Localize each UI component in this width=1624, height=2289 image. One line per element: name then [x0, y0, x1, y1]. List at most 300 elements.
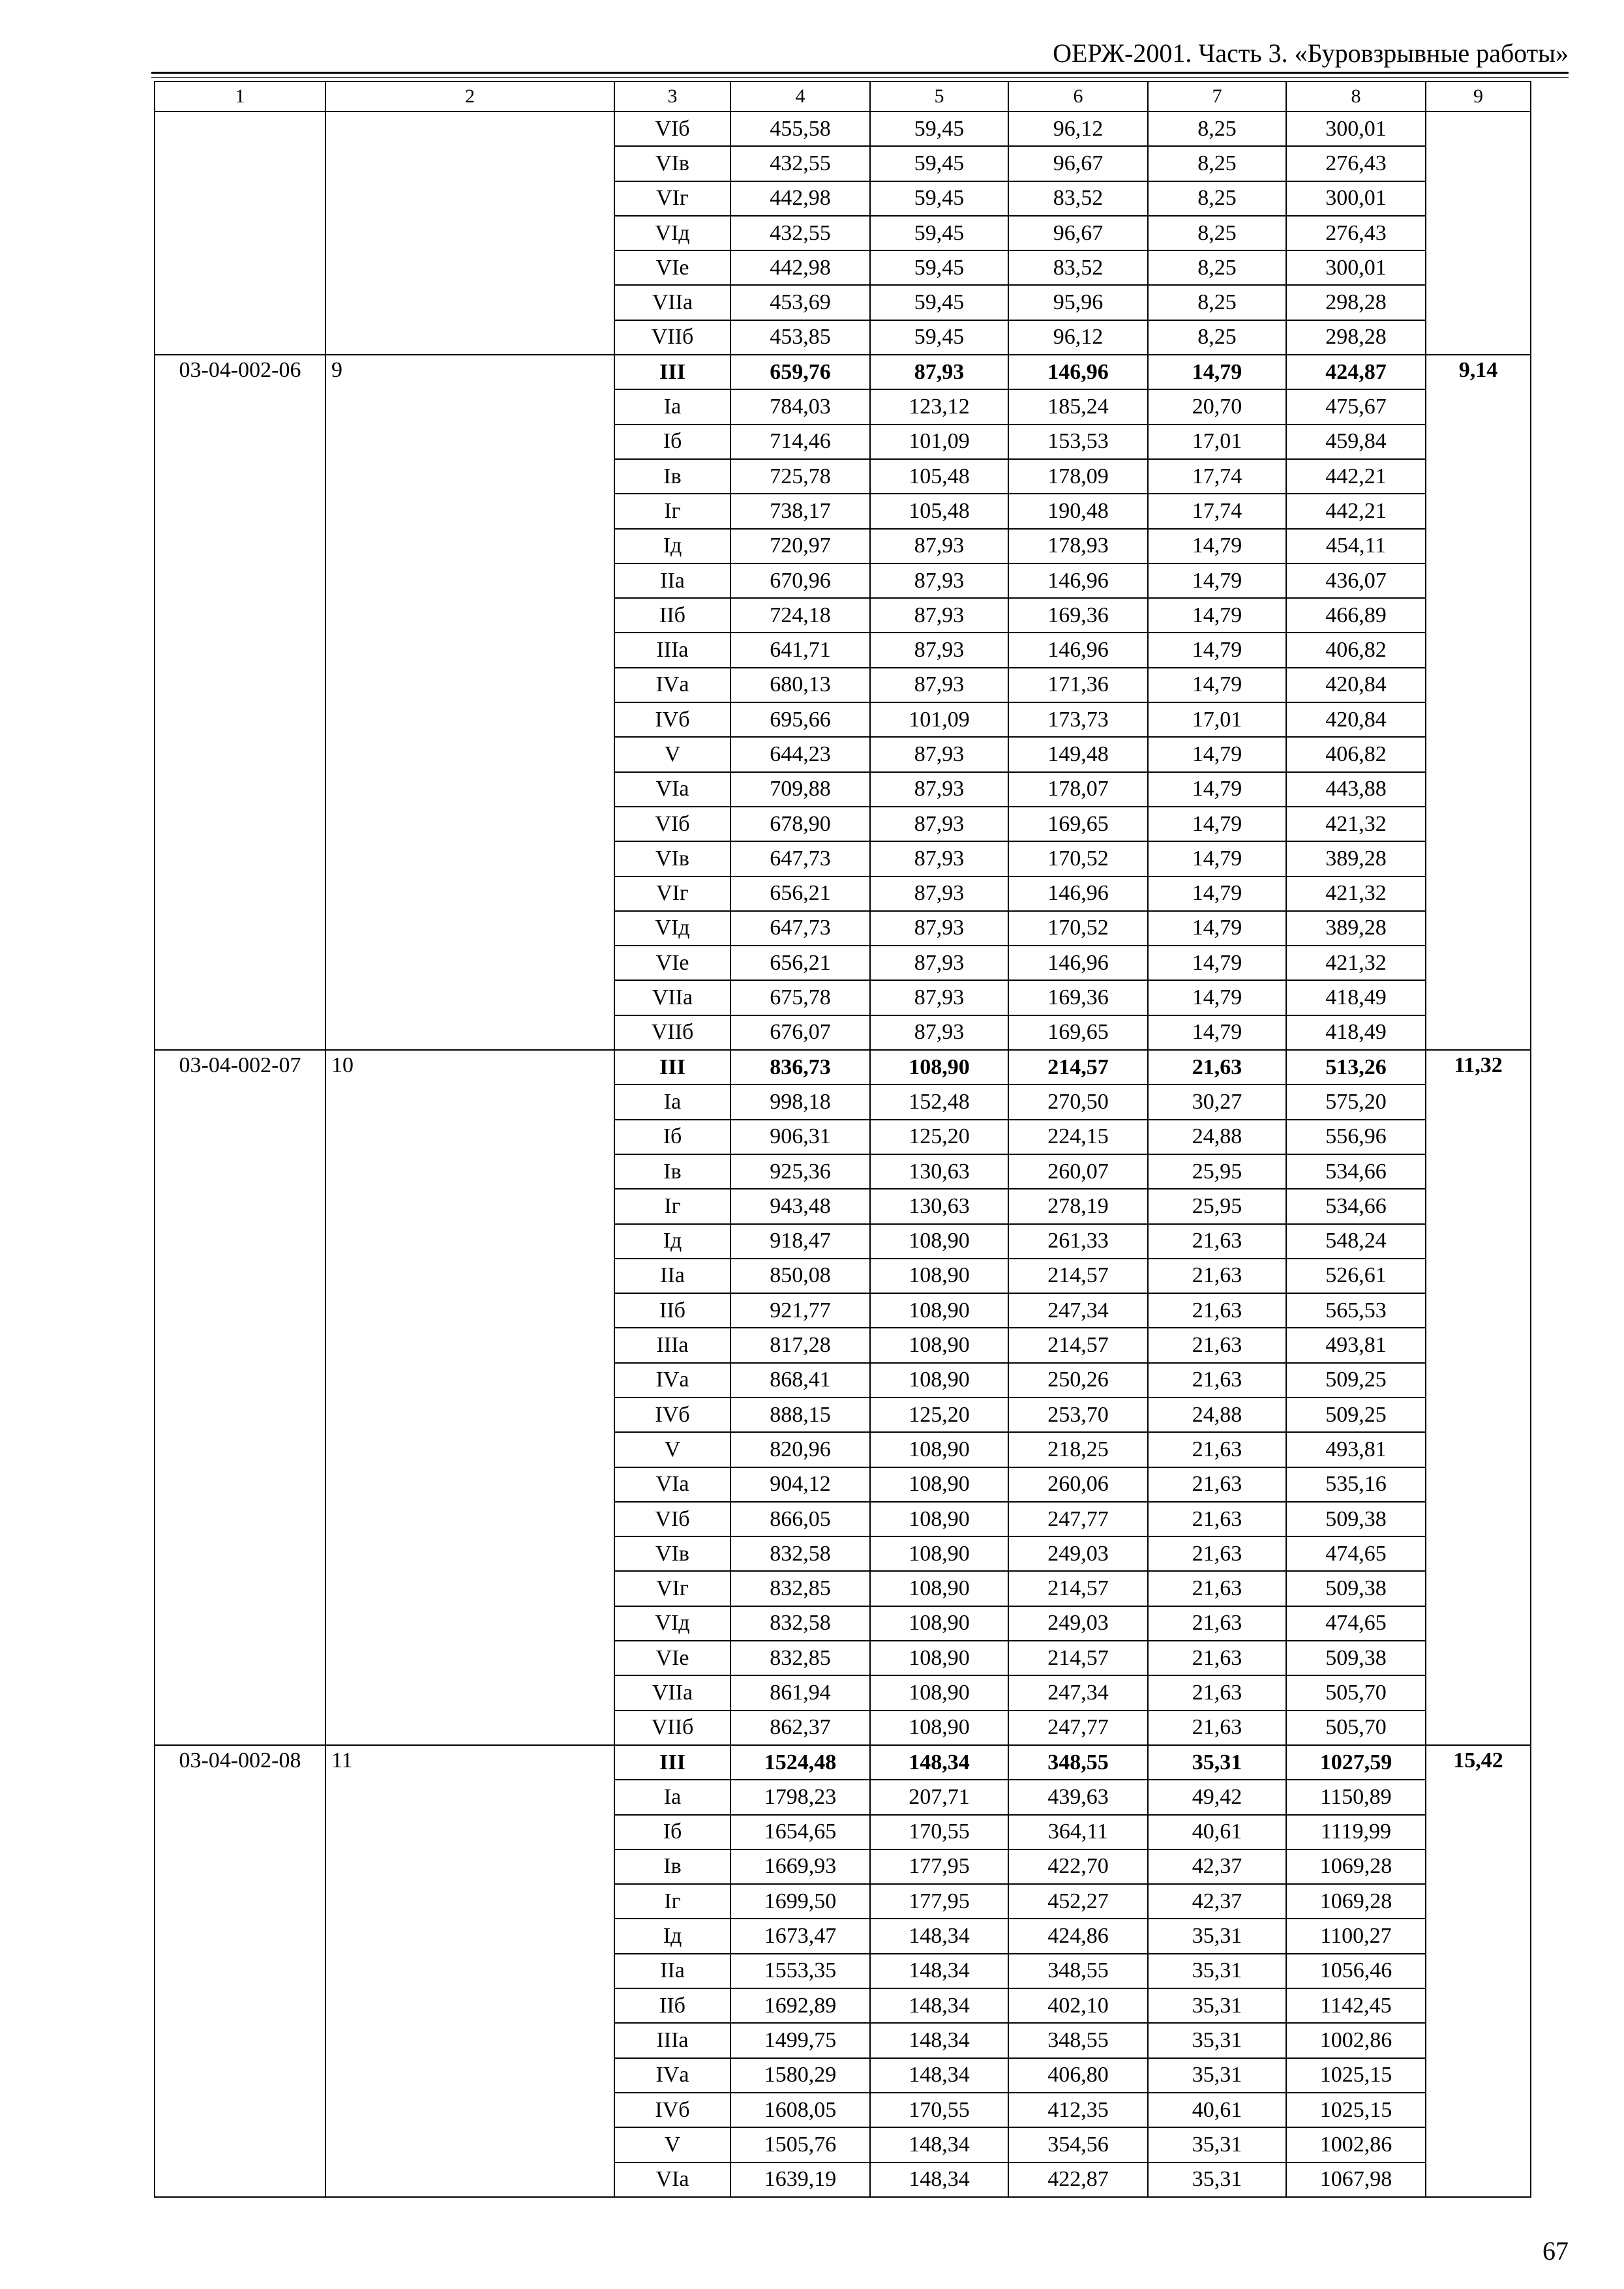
- rock-category-cell: Iб: [614, 425, 730, 459]
- value-cell-col5: 87,93: [870, 911, 1008, 946]
- value-cell-col4: 453,69: [730, 285, 870, 320]
- value-cell-col6: 261,33: [1008, 1224, 1148, 1259]
- value-cell-col7: 21,63: [1148, 1224, 1286, 1259]
- table-row: [155, 112, 1531, 146]
- value-cell-col8: 389,28: [1286, 911, 1426, 946]
- rock-category-cell: V: [614, 2127, 730, 2162]
- value-cell-col6: 247,34: [1008, 1293, 1148, 1328]
- rock-category-cell: VIб: [614, 1502, 730, 1536]
- value-cell-col8: 406,82: [1286, 633, 1426, 667]
- value-cell-col7: 21,63: [1148, 1711, 1286, 1745]
- rock-category-cell: Iв: [614, 1154, 730, 1189]
- value-cell-col4: 644,23: [730, 737, 870, 771]
- value-cell-col6: 250,26: [1008, 1363, 1148, 1398]
- value-cell-col7: 35,31: [1148, 1954, 1286, 1988]
- value-cell-col8: 459,84: [1286, 425, 1426, 459]
- value-cell-col7: 14,79: [1148, 1015, 1286, 1050]
- value-cell-col7: 8,25: [1148, 181, 1286, 216]
- value-cell-col8: 406,82: [1286, 737, 1426, 771]
- value-cell-col4: 820,96: [730, 1432, 870, 1467]
- value-cell-col5: 108,90: [870, 1293, 1008, 1328]
- rock-category-cell: V: [614, 1432, 730, 1467]
- value-cell-col8: 505,70: [1286, 1675, 1426, 1710]
- value-cell-col5: 59,45: [870, 285, 1008, 320]
- value-cell-col5: 177,95: [870, 1849, 1008, 1884]
- column-number: 2: [325, 82, 614, 112]
- column-number: 4: [730, 82, 870, 112]
- rock-category-cell: Iд: [614, 1919, 730, 1953]
- value-cell-col8: 565,53: [1286, 1293, 1426, 1328]
- rock-category-cell: Iг: [614, 1189, 730, 1223]
- value-cell-col6: 146,96: [1008, 876, 1148, 911]
- value-cell-col8: 420,84: [1286, 668, 1426, 702]
- value-cell-col5: 59,45: [870, 112, 1008, 146]
- value-cell-col6: 354,56: [1008, 2127, 1148, 2162]
- value-cell-col5: 87,93: [870, 980, 1008, 1015]
- value-cell-col8: 474,65: [1286, 1606, 1426, 1641]
- value-cell-col7: 35,31: [1148, 2127, 1286, 2162]
- value-cell-col4: 695,66: [730, 702, 870, 737]
- value-cell-col4: 1499,75: [730, 2023, 870, 2057]
- value-cell-col5: 148,34: [870, 1745, 1008, 1780]
- value-cell-col7: 17,74: [1148, 494, 1286, 528]
- rate-code-cell: [155, 112, 325, 355]
- value-cell-col5: 148,34: [870, 2058, 1008, 2093]
- value-cell-col5: 130,63: [870, 1154, 1008, 1189]
- value-cell-col6: 153,53: [1008, 425, 1148, 459]
- value-cell-col6: 422,70: [1008, 1849, 1148, 1884]
- value-cell-col7: 40,61: [1148, 2093, 1286, 2127]
- value-cell-col8: 534,66: [1286, 1154, 1426, 1189]
- value-cell-col7: 14,79: [1148, 355, 1286, 389]
- value-cell-col4: 647,73: [730, 911, 870, 946]
- value-cell-col4: 725,78: [730, 459, 870, 494]
- value-cell-col5: 108,90: [870, 1711, 1008, 1745]
- value-cell-col4: 1505,76: [730, 2127, 870, 2162]
- rock-category-cell: IVб: [614, 2093, 730, 2127]
- rock-category-cell: IVа: [614, 668, 730, 702]
- value-cell-col8: 474,65: [1286, 1536, 1426, 1571]
- value-cell-col7: 17,01: [1148, 425, 1286, 459]
- header-rule: [151, 72, 1569, 74]
- value-cell-col6: 249,03: [1008, 1606, 1148, 1641]
- value-cell-col8: 1069,28: [1286, 1884, 1426, 1919]
- value-cell-col4: 675,78: [730, 980, 870, 1015]
- value-cell-col4: 832,58: [730, 1536, 870, 1571]
- rock-category-cell: VIб: [614, 112, 730, 146]
- value-cell-col5: 59,45: [870, 146, 1008, 181]
- value-cell-col7: 35,31: [1148, 2162, 1286, 2197]
- rock-category-cell: Iд: [614, 1224, 730, 1259]
- value-cell-col7: 14,79: [1148, 563, 1286, 598]
- value-cell-col8: 442,21: [1286, 494, 1426, 528]
- value-cell-col6: 178,09: [1008, 459, 1148, 494]
- value-cell-col5: 108,90: [870, 1641, 1008, 1675]
- value-cell-col6: 452,27: [1008, 1884, 1148, 1919]
- value-cell-col5: 148,34: [870, 1988, 1008, 2023]
- value-cell-col6: 214,57: [1008, 1641, 1148, 1675]
- column-number: 6: [1008, 82, 1148, 112]
- value-cell-col6: 185,24: [1008, 389, 1148, 424]
- table-body: [155, 82, 1531, 2197]
- value-cell-col8: 1100,27: [1286, 1919, 1426, 1953]
- document-header-title: ОЕРЖ-2001. Часть 3. «Буровзрывные работы»: [1053, 38, 1569, 68]
- rock-category-cell: Iг: [614, 494, 730, 528]
- value-cell-col8: 505,70: [1286, 1711, 1426, 1745]
- rock-category-cell: IVа: [614, 1363, 730, 1398]
- value-cell-col5: 87,93: [870, 633, 1008, 667]
- value-cell-col8: 300,01: [1286, 112, 1426, 146]
- value-cell-col5: 108,90: [870, 1467, 1008, 1502]
- value-cell-col4: 676,07: [730, 1015, 870, 1050]
- rock-category-cell: IIб: [614, 1988, 730, 2023]
- value-cell-col4: 904,12: [730, 1467, 870, 1502]
- value-cell-col4: 678,90: [730, 807, 870, 841]
- value-cell-col4: 836,73: [730, 1050, 870, 1085]
- value-cell-col6: 247,34: [1008, 1675, 1148, 1710]
- rock-category-cell: Iв: [614, 459, 730, 494]
- value-cell-col6: 247,77: [1008, 1502, 1148, 1536]
- value-cell-col4: 998,18: [730, 1085, 870, 1119]
- rock-category-cell: IIб: [614, 598, 730, 633]
- rock-category-cell: IIа: [614, 1954, 730, 1988]
- value-cell-col8: 421,32: [1286, 876, 1426, 911]
- value-cell-col4: 861,94: [730, 1675, 870, 1710]
- value-cell-col6: 96,67: [1008, 216, 1148, 250]
- value-cell-col5: 108,90: [870, 1571, 1008, 1606]
- value-cell-col6: 146,96: [1008, 946, 1148, 980]
- value-cell-col7: 14,79: [1148, 633, 1286, 667]
- value-cell-col6: 95,96: [1008, 285, 1148, 320]
- value-cell-col4: 1798,23: [730, 1780, 870, 1814]
- value-cell-col7: 21,63: [1148, 1467, 1286, 1502]
- value-cell-col8: 276,43: [1286, 216, 1426, 250]
- value-cell-col5: 170,55: [870, 1815, 1008, 1849]
- value-cell-col6: 260,07: [1008, 1154, 1148, 1189]
- value-cell-col5: 148,34: [870, 1954, 1008, 1988]
- value-cell-col7: 14,79: [1148, 598, 1286, 633]
- value-cell-col7: 21,63: [1148, 1641, 1286, 1675]
- value-cell-col4: 832,85: [730, 1641, 870, 1675]
- value-cell-col6: 173,73: [1008, 702, 1148, 737]
- value-cell-col4: 943,48: [730, 1189, 870, 1223]
- value-cell-col6: 190,48: [1008, 494, 1148, 528]
- value-cell-col8: 509,38: [1286, 1502, 1426, 1536]
- value-cell-col8: 493,81: [1286, 1328, 1426, 1362]
- value-cell-col4: 720,97: [730, 529, 870, 563]
- value-cell-col5: 59,45: [870, 250, 1008, 285]
- value-cell-col7: 42,37: [1148, 1884, 1286, 1919]
- value-cell-col4: 1673,47: [730, 1919, 870, 1953]
- value-cell-col6: 171,36: [1008, 668, 1148, 702]
- value-cell-col7: 8,25: [1148, 112, 1286, 146]
- value-cell-col6: 439,63: [1008, 1780, 1148, 1814]
- value-cell-col5: 108,90: [870, 1502, 1008, 1536]
- value-cell-col4: 724,18: [730, 598, 870, 633]
- value-cell-col6: 364,11: [1008, 1815, 1148, 1849]
- value-cell-col7: 14,79: [1148, 772, 1286, 807]
- value-cell-col6: 149,48: [1008, 737, 1148, 771]
- value-cell-col8: 454,11: [1286, 529, 1426, 563]
- column-number: 9: [1426, 82, 1531, 112]
- rock-category-cell: IIIа: [614, 1328, 730, 1362]
- rock-category-cell: VIа: [614, 772, 730, 807]
- value-cell-col4: 784,03: [730, 389, 870, 424]
- value-cell-col5: 108,90: [870, 1328, 1008, 1362]
- work-name-cell: 9: [325, 355, 614, 1050]
- rates-table: [154, 81, 1531, 2198]
- rock-category-cell: VIд: [614, 1606, 730, 1641]
- value-cell-col7: 21,63: [1148, 1293, 1286, 1328]
- value-cell-col4: 1692,89: [730, 1988, 870, 2023]
- value-cell-col5: 170,55: [870, 2093, 1008, 2127]
- value-cell-col7: 49,42: [1148, 1780, 1286, 1814]
- value-cell-col4: 918,47: [730, 1224, 870, 1259]
- value-cell-col5: 108,90: [870, 1363, 1008, 1398]
- value-cell-col8: 389,28: [1286, 841, 1426, 876]
- value-cell-col5: 87,93: [870, 598, 1008, 633]
- value-cell-col4: 432,55: [730, 216, 870, 250]
- column-number: 1: [155, 82, 325, 112]
- rock-category-cell: III: [614, 1745, 730, 1780]
- value-cell-col4: 442,98: [730, 181, 870, 216]
- rock-category-cell: III: [614, 355, 730, 389]
- value-cell-col8: 475,67: [1286, 389, 1426, 424]
- value-cell-col6: 178,07: [1008, 772, 1148, 807]
- value-cell-col7: 21,63: [1148, 1363, 1286, 1398]
- value-cell-col7: 14,79: [1148, 529, 1286, 563]
- value-cell-col6: 83,52: [1008, 181, 1148, 216]
- value-cell-col7: 40,61: [1148, 1815, 1286, 1849]
- value-cell-col4: 1553,35: [730, 1954, 870, 1988]
- rock-category-cell: VIе: [614, 250, 730, 285]
- value-cell-col7: 20,70: [1148, 389, 1286, 424]
- value-cell-col7: 24,88: [1148, 1120, 1286, 1154]
- value-cell-col7: 35,31: [1148, 2023, 1286, 2057]
- value-cell-col7: 17,01: [1148, 702, 1286, 737]
- rock-category-cell: Iа: [614, 1085, 730, 1119]
- value-cell-col6: 249,03: [1008, 1536, 1148, 1571]
- value-cell-col4: 921,77: [730, 1293, 870, 1328]
- value-cell-col4: 888,15: [730, 1398, 870, 1432]
- value-cell-col7: 25,95: [1148, 1189, 1286, 1223]
- value-cell-col8: 420,84: [1286, 702, 1426, 737]
- value-cell-col8: 1069,28: [1286, 1849, 1426, 1884]
- value-cell-col5: 207,71: [870, 1780, 1008, 1814]
- rock-category-cell: VIIа: [614, 980, 730, 1015]
- value-cell-col7: 14,79: [1148, 911, 1286, 946]
- value-cell-col7: 21,63: [1148, 1432, 1286, 1467]
- value-cell-col4: 1580,29: [730, 2058, 870, 2093]
- value-cell-col5: 108,90: [870, 1259, 1008, 1293]
- value-cell-col5: 108,90: [870, 1675, 1008, 1710]
- value-cell-col6: 247,77: [1008, 1711, 1148, 1745]
- value-cell-col4: 925,36: [730, 1154, 870, 1189]
- rock-category-cell: IIIа: [614, 2023, 730, 2057]
- value-cell-col5: 108,90: [870, 1050, 1008, 1085]
- value-cell-col8: 418,49: [1286, 1015, 1426, 1050]
- total-cell: 11,32: [1426, 1050, 1531, 1745]
- value-cell-col5: 125,20: [870, 1398, 1008, 1432]
- rock-category-cell: IIа: [614, 563, 730, 598]
- rock-category-cell: Iа: [614, 1780, 730, 1814]
- value-cell-col8: 443,88: [1286, 772, 1426, 807]
- value-cell-col5: 87,93: [870, 737, 1008, 771]
- value-cell-col6: 96,67: [1008, 146, 1148, 181]
- value-cell-col6: 422,87: [1008, 2162, 1148, 2197]
- value-cell-col5: 101,09: [870, 702, 1008, 737]
- work-name-cell: 10: [325, 1050, 614, 1745]
- value-cell-col4: 906,31: [730, 1120, 870, 1154]
- value-cell-col4: 1699,50: [730, 1884, 870, 1919]
- value-cell-col4: 647,73: [730, 841, 870, 876]
- value-cell-col8: 534,66: [1286, 1189, 1426, 1223]
- value-cell-col4: 1608,05: [730, 2093, 870, 2127]
- value-cell-col4: 1654,65: [730, 1815, 870, 1849]
- value-cell-col6: 260,06: [1008, 1467, 1148, 1502]
- column-number: 3: [614, 82, 730, 112]
- rock-category-cell: VIв: [614, 146, 730, 181]
- value-cell-col8: 276,43: [1286, 146, 1426, 181]
- value-cell-col4: 868,41: [730, 1363, 870, 1398]
- value-cell-col6: 412,35: [1008, 2093, 1148, 2127]
- value-cell-col8: 493,81: [1286, 1432, 1426, 1467]
- value-cell-col7: 21,63: [1148, 1675, 1286, 1710]
- value-cell-col4: 641,71: [730, 633, 870, 667]
- value-cell-col5: 108,90: [870, 1536, 1008, 1571]
- rock-category-cell: IIб: [614, 1293, 730, 1328]
- value-cell-col7: 14,79: [1148, 841, 1286, 876]
- value-cell-col4: 1669,93: [730, 1849, 870, 1884]
- value-cell-col6: 146,96: [1008, 633, 1148, 667]
- rock-category-cell: VIIа: [614, 285, 730, 320]
- table-row: [155, 355, 1531, 389]
- rock-category-cell: VIа: [614, 2162, 730, 2197]
- value-cell-col7: 35,31: [1148, 1745, 1286, 1780]
- value-cell-col5: 59,45: [870, 181, 1008, 216]
- value-cell-col7: 42,37: [1148, 1849, 1286, 1884]
- rate-code-cell: 03-04-002-07: [155, 1050, 325, 1745]
- value-cell-col8: 548,24: [1286, 1224, 1426, 1259]
- value-cell-col6: 406,80: [1008, 2058, 1148, 2093]
- value-cell-col4: 455,58: [730, 112, 870, 146]
- rock-category-cell: VIд: [614, 911, 730, 946]
- value-cell-col8: 436,07: [1286, 563, 1426, 598]
- value-cell-col8: 1067,98: [1286, 2162, 1426, 2197]
- rock-category-cell: Iг: [614, 1884, 730, 1919]
- value-cell-col7: 35,31: [1148, 1988, 1286, 2023]
- header-rule-secondary: [151, 77, 1569, 78]
- page-number: 67: [1542, 2236, 1569, 2266]
- value-cell-col4: 442,98: [730, 250, 870, 285]
- total-cell: [1426, 112, 1531, 355]
- value-cell-col7: 24,88: [1148, 1398, 1286, 1432]
- value-cell-col5: 87,93: [870, 807, 1008, 841]
- value-cell-col6: 169,36: [1008, 598, 1148, 633]
- value-cell-col8: 300,01: [1286, 181, 1426, 216]
- rock-category-cell: VIа: [614, 1467, 730, 1502]
- value-cell-col4: 680,13: [730, 668, 870, 702]
- value-cell-col4: 709,88: [730, 772, 870, 807]
- value-cell-col6: 253,70: [1008, 1398, 1148, 1432]
- rock-category-cell: Iа: [614, 389, 730, 424]
- value-cell-col7: 35,31: [1148, 2058, 1286, 2093]
- value-cell-col6: 348,55: [1008, 1954, 1148, 1988]
- value-cell-col8: 442,21: [1286, 459, 1426, 494]
- value-cell-col7: 21,63: [1148, 1536, 1286, 1571]
- column-number: 5: [870, 82, 1008, 112]
- value-cell-col8: 1119,99: [1286, 1815, 1426, 1849]
- value-cell-col8: 298,28: [1286, 285, 1426, 320]
- value-cell-col5: 105,48: [870, 494, 1008, 528]
- value-cell-col8: 424,87: [1286, 355, 1426, 389]
- value-cell-col5: 59,45: [870, 320, 1008, 355]
- value-cell-col5: 87,93: [870, 355, 1008, 389]
- value-cell-col6: 402,10: [1008, 1988, 1148, 2023]
- value-cell-col6: 96,12: [1008, 112, 1148, 146]
- value-cell-col6: 178,93: [1008, 529, 1148, 563]
- rock-category-cell: VIб: [614, 807, 730, 841]
- rate-code-cell: 03-04-002-06: [155, 355, 325, 1050]
- value-cell-col8: 556,96: [1286, 1120, 1426, 1154]
- value-cell-col5: 87,93: [870, 1015, 1008, 1050]
- value-cell-col7: 21,63: [1148, 1259, 1286, 1293]
- value-cell-col4: 453,85: [730, 320, 870, 355]
- value-cell-col7: 21,63: [1148, 1328, 1286, 1362]
- value-cell-col4: 656,21: [730, 946, 870, 980]
- rock-category-cell: VIе: [614, 1641, 730, 1675]
- rock-category-cell: VIIа: [614, 1675, 730, 1710]
- value-cell-col4: 659,76: [730, 355, 870, 389]
- value-cell-col5: 148,34: [870, 2023, 1008, 2057]
- value-cell-col8: 509,25: [1286, 1363, 1426, 1398]
- value-cell-col5: 87,93: [870, 876, 1008, 911]
- value-cell-col6: 83,52: [1008, 250, 1148, 285]
- value-cell-col5: 148,34: [870, 2127, 1008, 2162]
- rock-category-cell: VIг: [614, 876, 730, 911]
- value-cell-col7: 21,63: [1148, 1050, 1286, 1085]
- value-cell-col8: 526,61: [1286, 1259, 1426, 1293]
- rock-category-cell: VIIб: [614, 1711, 730, 1745]
- value-cell-col7: 21,63: [1148, 1502, 1286, 1536]
- value-cell-col5: 177,95: [870, 1884, 1008, 1919]
- value-cell-col4: 1524,48: [730, 1745, 870, 1780]
- value-cell-col4: 850,08: [730, 1259, 870, 1293]
- value-cell-col8: 509,38: [1286, 1641, 1426, 1675]
- value-cell-col7: 30,27: [1148, 1085, 1286, 1119]
- rock-category-cell: VIIб: [614, 1015, 730, 1050]
- rock-category-cell: IVб: [614, 1398, 730, 1432]
- value-cell-col6: 218,25: [1008, 1432, 1148, 1467]
- value-cell-col8: 421,32: [1286, 807, 1426, 841]
- value-cell-col5: 125,20: [870, 1120, 1008, 1154]
- value-cell-col5: 87,93: [870, 668, 1008, 702]
- value-cell-col7: 14,79: [1148, 980, 1286, 1015]
- value-cell-col6: 348,55: [1008, 1745, 1148, 1780]
- value-cell-col8: 1027,59: [1286, 1745, 1426, 1780]
- rock-category-cell: IIа: [614, 1259, 730, 1293]
- rock-category-cell: VIв: [614, 841, 730, 876]
- rock-category-cell: Iд: [614, 529, 730, 563]
- value-cell-col7: 25,95: [1148, 1154, 1286, 1189]
- value-cell-col5: 87,93: [870, 529, 1008, 563]
- value-cell-col7: 8,25: [1148, 285, 1286, 320]
- table-row: [155, 1050, 1531, 1085]
- value-cell-col6: 169,65: [1008, 1015, 1148, 1050]
- rock-category-cell: VIд: [614, 216, 730, 250]
- value-cell-col7: 14,79: [1148, 668, 1286, 702]
- value-cell-col8: 1150,89: [1286, 1780, 1426, 1814]
